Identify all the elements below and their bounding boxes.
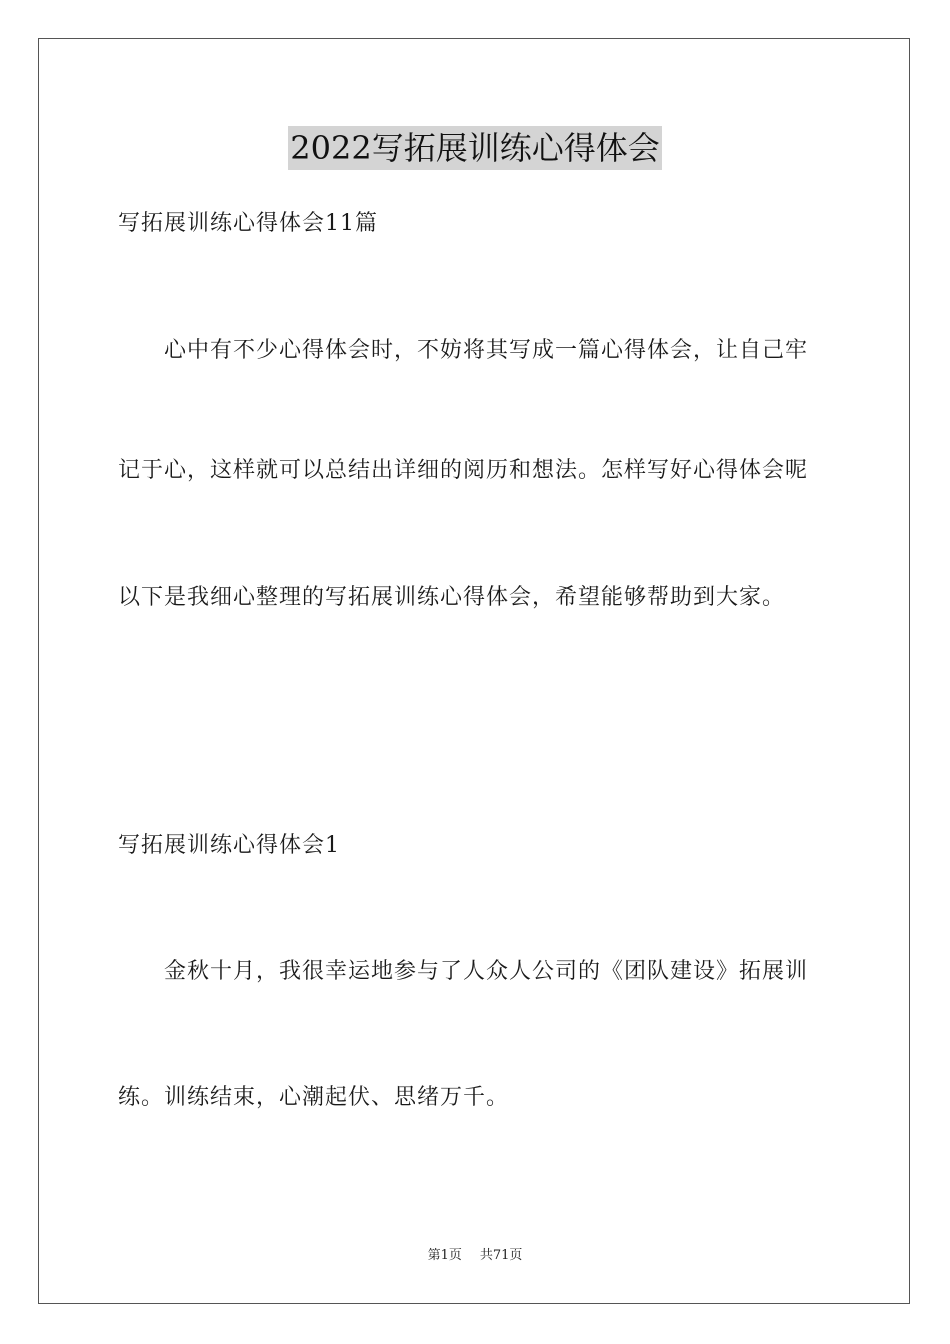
page-number-total: 共71页 (479, 1248, 523, 1263)
section-heading: 写拓展训练心得体会1 (118, 833, 340, 858)
section-line-1: 金秋十月，我很幸运地参与了人众人公司的《团队建设》拓展训 (164, 959, 809, 984)
page-number-current: 第1页 (427, 1248, 462, 1263)
intro-line-2: 记于心，这样就可以总结出详细的阅历和想法。怎样写好心得体会呢 (118, 458, 809, 483)
intro-line-3: 以下是我细心整理的写拓展训练心得体会，希望能够帮助到大家。 (118, 585, 786, 610)
title-container (0, 126, 950, 170)
page-footer (0, 1247, 950, 1265)
intro-line-1: 心中有不少心得体会时，不妨将其写成一篇心得体会，让自己牢 (164, 338, 809, 363)
document-subtitle: 写拓展训练心得体会11篇 (118, 211, 378, 236)
section-line-2: 练。训练结束，心潮起伏、思绪万千。 (118, 1085, 510, 1110)
document-title: 2022写拓展训练心得体会 (288, 126, 661, 170)
